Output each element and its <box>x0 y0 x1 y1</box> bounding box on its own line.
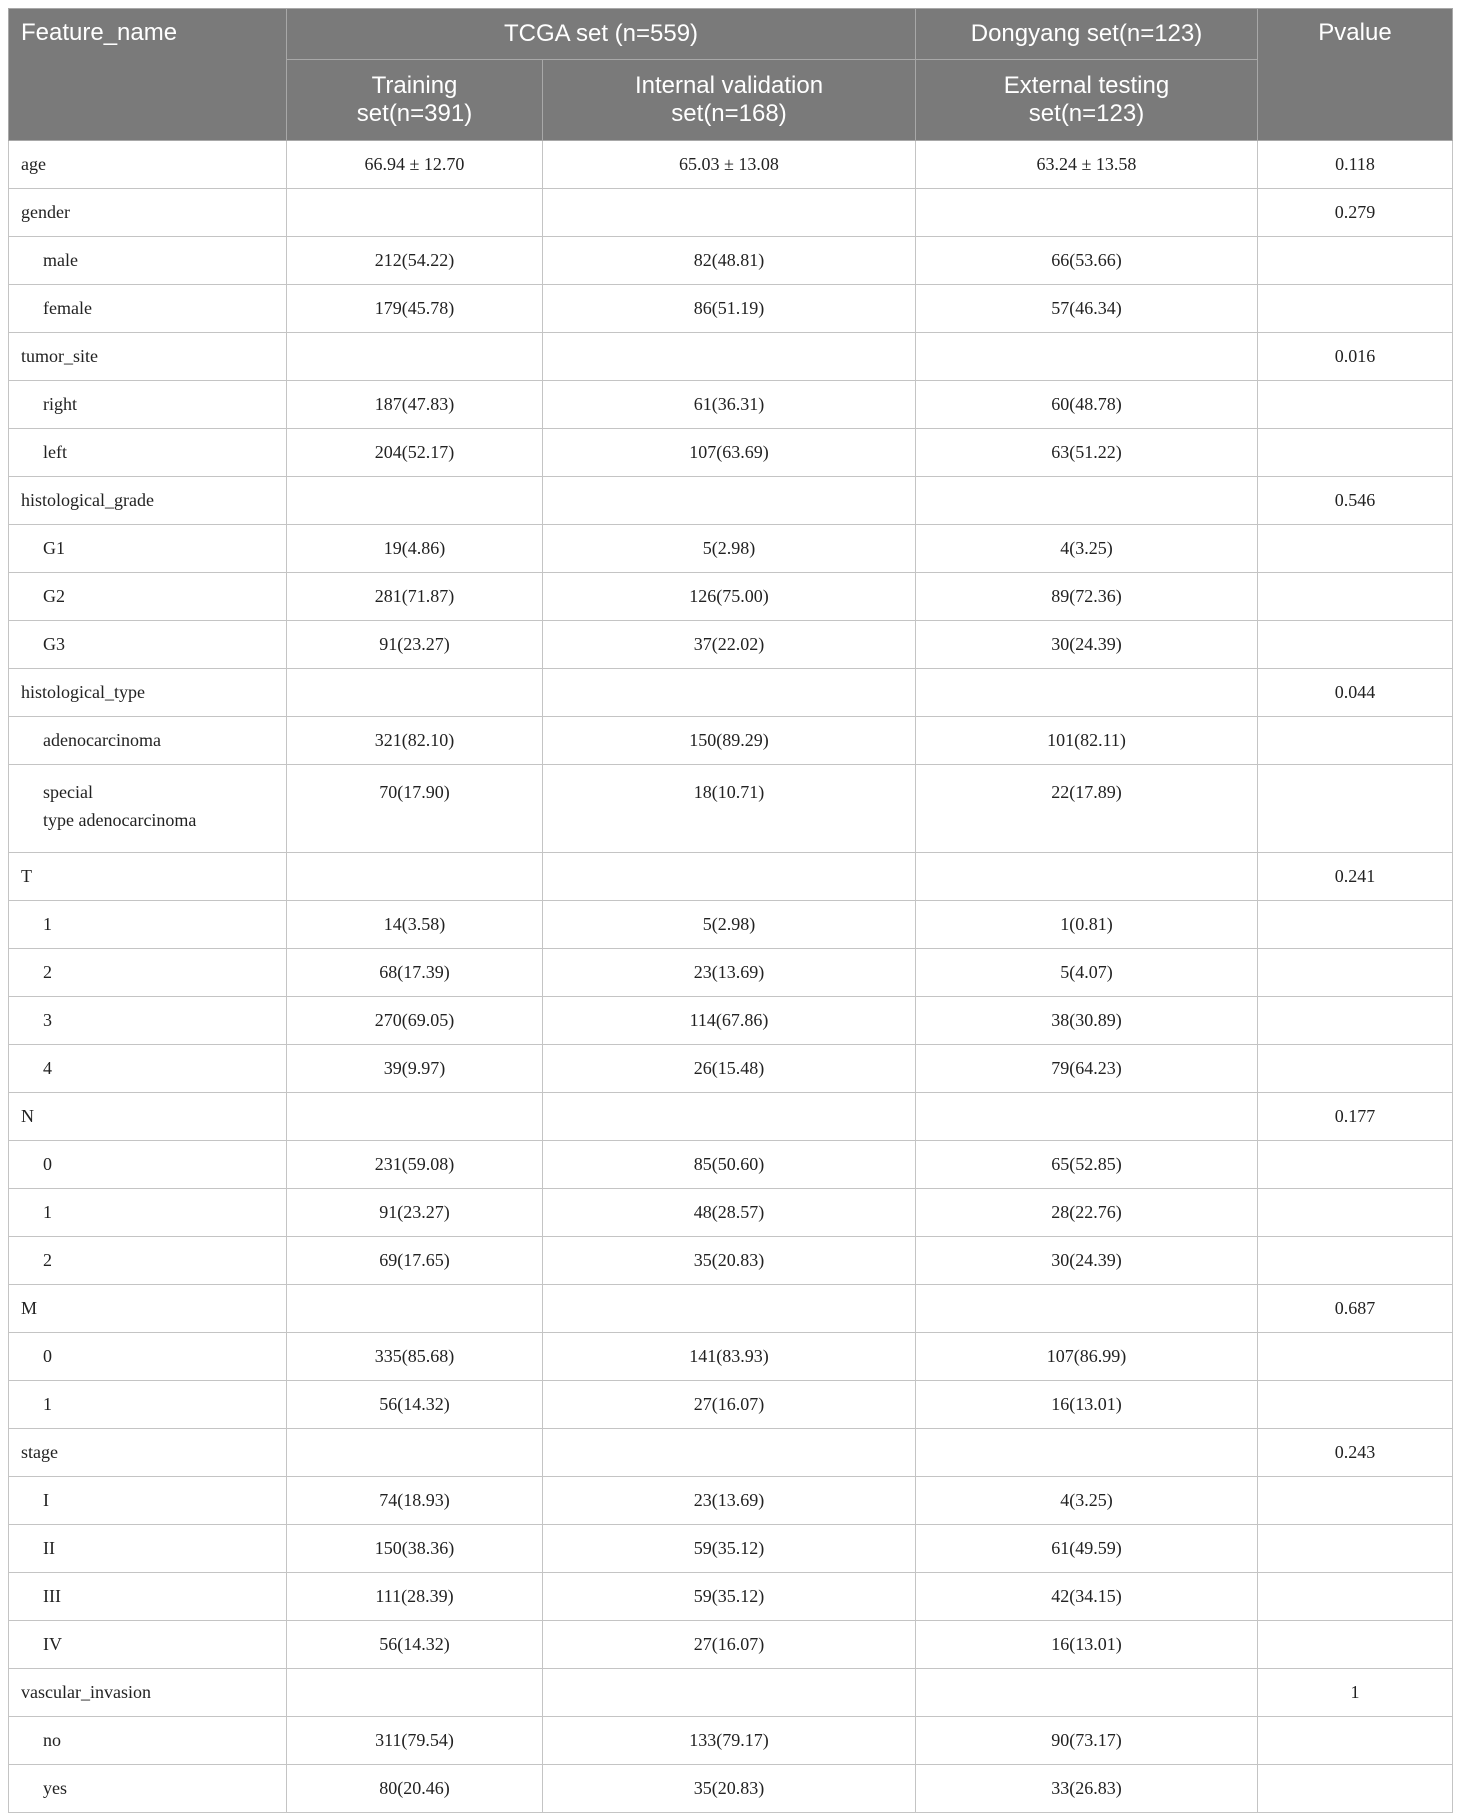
internal-cell: 27(16.07) <box>543 1381 916 1429</box>
table-row <box>9 381 1453 429</box>
external-cell: 22(17.89) <box>916 765 1258 853</box>
external-cell: 57(46.34) <box>916 285 1258 333</box>
training-cell: 204(52.17) <box>287 429 543 477</box>
internal-cell <box>543 1093 916 1141</box>
feature-cell: 1 <box>9 1189 287 1237</box>
external-cell: 28(22.76) <box>916 1189 1258 1237</box>
external-cell <box>916 1429 1258 1477</box>
pvalue-cell: 0.177 <box>1258 1093 1453 1141</box>
table-row <box>9 1141 1453 1189</box>
feature-cell: left <box>9 429 287 477</box>
table-row <box>9 189 1453 237</box>
pvalue-cell <box>1258 1141 1453 1189</box>
external-cell <box>916 669 1258 717</box>
table-row <box>9 1285 1453 1333</box>
external-cell <box>916 1669 1258 1717</box>
table-row <box>9 1381 1453 1429</box>
external-cell: 4(3.25) <box>916 1477 1258 1525</box>
internal-cell <box>543 1429 916 1477</box>
table-row <box>9 429 1453 477</box>
external-cell: 16(13.01) <box>916 1381 1258 1429</box>
internal-cell: 141(83.93) <box>543 1333 916 1381</box>
pvalue-cell: 0.279 <box>1258 189 1453 237</box>
table-row <box>9 853 1453 901</box>
training-cell: 321(82.10) <box>287 717 543 765</box>
header-tcga-set: TCGA set (n=559) <box>287 9 916 60</box>
training-cell <box>287 853 543 901</box>
training-cell <box>287 669 543 717</box>
external-cell: 33(26.83) <box>916 1765 1258 1813</box>
pvalue-cell <box>1258 717 1453 765</box>
pvalue-cell <box>1258 237 1453 285</box>
feature-cell: II <box>9 1525 287 1573</box>
pvalue-cell <box>1258 1573 1453 1621</box>
internal-cell <box>543 1669 916 1717</box>
table-row <box>9 1525 1453 1573</box>
internal-cell: 27(16.07) <box>543 1621 916 1669</box>
feature-cell: histological_type <box>9 669 287 717</box>
external-cell: 1(0.81) <box>916 901 1258 949</box>
internal-cell: 48(28.57) <box>543 1189 916 1237</box>
external-cell: 63.24 ± 13.58 <box>916 141 1258 189</box>
table-row <box>9 1429 1453 1477</box>
training-cell: 212(54.22) <box>287 237 543 285</box>
training-cell: 69(17.65) <box>287 1237 543 1285</box>
external-cell <box>916 1285 1258 1333</box>
pvalue-cell <box>1258 1189 1453 1237</box>
pvalue-cell: 0.044 <box>1258 669 1453 717</box>
training-cell: 91(23.27) <box>287 1189 543 1237</box>
feature-cell: G3 <box>9 621 287 669</box>
training-cell <box>287 189 543 237</box>
external-cell: 61(49.59) <box>916 1525 1258 1573</box>
table-row <box>9 765 1453 853</box>
pvalue-cell <box>1258 381 1453 429</box>
training-cell: 231(59.08) <box>287 1141 543 1189</box>
external-cell: 89(72.36) <box>916 573 1258 621</box>
header-training-set <box>287 60 543 141</box>
training-cell: 281(71.87) <box>287 573 543 621</box>
pvalue-cell <box>1258 1525 1453 1573</box>
table-row <box>9 717 1453 765</box>
pvalue-cell <box>1258 997 1453 1045</box>
table-row <box>9 1765 1453 1813</box>
external-cell: 66(53.66) <box>916 237 1258 285</box>
table-row <box>9 525 1453 573</box>
internal-cell: 5(2.98) <box>543 901 916 949</box>
internal-cell: 23(13.69) <box>543 949 916 997</box>
pvalue-cell: 0.687 <box>1258 1285 1453 1333</box>
training-cell: 91(23.27) <box>287 621 543 669</box>
feature-cell: 3 <box>9 997 287 1045</box>
header-internal-validation-set <box>543 60 916 141</box>
feature-cell: tumor_site <box>9 333 287 381</box>
external-cell: 38(30.89) <box>916 997 1258 1045</box>
internal-cell: 23(13.69) <box>543 1477 916 1525</box>
table-row <box>9 1237 1453 1285</box>
training-cell: 14(3.58) <box>287 901 543 949</box>
internal-cell: 59(35.12) <box>543 1525 916 1573</box>
external-cell <box>916 189 1258 237</box>
internal-cell <box>543 853 916 901</box>
pvalue-cell <box>1258 765 1453 853</box>
pvalue-cell <box>1258 573 1453 621</box>
external-cell <box>916 853 1258 901</box>
training-cell <box>287 1285 543 1333</box>
feature-line2: type adenocarcinoma <box>43 810 197 830</box>
feature-cell: T <box>9 853 287 901</box>
training-cell: 74(18.93) <box>287 1477 543 1525</box>
table-row <box>9 997 1453 1045</box>
internal-cell: 37(22.02) <box>543 621 916 669</box>
feature-cell <box>9 765 287 853</box>
table-row <box>9 333 1453 381</box>
feature-cell: male <box>9 237 287 285</box>
pvalue-cell <box>1258 525 1453 573</box>
table-row <box>9 1045 1453 1093</box>
feature-cell: 4 <box>9 1045 287 1093</box>
table-row <box>9 1333 1453 1381</box>
feature-cell: 1 <box>9 1381 287 1429</box>
external-cell <box>916 1093 1258 1141</box>
internal-cell: 61(36.31) <box>543 381 916 429</box>
training-cell <box>287 1429 543 1477</box>
external-cell: 65(52.85) <box>916 1141 1258 1189</box>
internal-cell: 86(51.19) <box>543 285 916 333</box>
internal-cell <box>543 333 916 381</box>
table-row <box>9 1093 1453 1141</box>
internal-cell: 35(20.83) <box>543 1237 916 1285</box>
external-cell: 90(73.17) <box>916 1717 1258 1765</box>
external-cell: 16(13.01) <box>916 1621 1258 1669</box>
external-cell <box>916 477 1258 525</box>
internal-cell: 82(48.81) <box>543 237 916 285</box>
internal-cell <box>543 1285 916 1333</box>
feature-cell: 0 <box>9 1333 287 1381</box>
table-row <box>9 285 1453 333</box>
header-feature-name: Feature_name <box>9 9 287 141</box>
internal-cell: 59(35.12) <box>543 1573 916 1621</box>
table-row <box>9 1717 1453 1765</box>
feature-cell: right <box>9 381 287 429</box>
feature-cell: yes <box>9 1765 287 1813</box>
pvalue-cell: 1 <box>1258 1669 1453 1717</box>
training-cell: 270(69.05) <box>287 997 543 1045</box>
feature-line1: special <box>43 782 93 802</box>
feature-cell: female <box>9 285 287 333</box>
pvalue-cell <box>1258 285 1453 333</box>
pvalue-cell <box>1258 949 1453 997</box>
training-cell <box>287 1093 543 1141</box>
pvalue-cell <box>1258 1621 1453 1669</box>
header-dongyang-set: Dongyang set(n=123) <box>916 9 1258 60</box>
internal-cell: 65.03 ± 13.08 <box>543 141 916 189</box>
header-internal-line1: Internal validation <box>634 72 824 99</box>
internal-cell: 18(10.71) <box>543 765 916 853</box>
table-row <box>9 1621 1453 1669</box>
external-cell: 30(24.39) <box>916 621 1258 669</box>
table-body <box>9 141 1453 1813</box>
external-cell: 101(82.11) <box>916 717 1258 765</box>
table-row <box>9 237 1453 285</box>
training-cell <box>287 1669 543 1717</box>
internal-cell: 114(67.86) <box>543 997 916 1045</box>
internal-cell: 85(50.60) <box>543 1141 916 1189</box>
training-cell: 70(17.90) <box>287 765 543 853</box>
table-row <box>9 901 1453 949</box>
table-row <box>9 1189 1453 1237</box>
table-header <box>9 9 1453 141</box>
feature-cell: N <box>9 1093 287 1141</box>
feature-cell: M <box>9 1285 287 1333</box>
internal-cell <box>543 189 916 237</box>
training-cell: 56(14.32) <box>287 1381 543 1429</box>
internal-cell: 35(20.83) <box>543 1765 916 1813</box>
table-row <box>9 1573 1453 1621</box>
pvalue-cell: 0.241 <box>1258 853 1453 901</box>
external-cell <box>916 333 1258 381</box>
training-cell: 111(28.39) <box>287 1573 543 1621</box>
feature-cell: 2 <box>9 949 287 997</box>
pvalue-cell <box>1258 1381 1453 1429</box>
feature-cell: I <box>9 1477 287 1525</box>
table-row <box>9 141 1453 189</box>
pvalue-cell: 0.243 <box>1258 1429 1453 1477</box>
pvalue-cell: 0.118 <box>1258 141 1453 189</box>
training-cell: 39(9.97) <box>287 1045 543 1093</box>
training-cell: 187(47.83) <box>287 381 543 429</box>
table-row <box>9 669 1453 717</box>
feature-cell: 0 <box>9 1141 287 1189</box>
pvalue-cell <box>1258 1333 1453 1381</box>
internal-cell <box>543 669 916 717</box>
training-cell: 19(4.86) <box>287 525 543 573</box>
training-cell <box>287 333 543 381</box>
feature-cell: gender <box>9 189 287 237</box>
training-cell: 66.94 ± 12.70 <box>287 141 543 189</box>
external-cell: 79(64.23) <box>916 1045 1258 1093</box>
header-external-line2: set(n=123) <box>1028 100 1145 127</box>
internal-cell <box>543 477 916 525</box>
internal-cell: 5(2.98) <box>543 525 916 573</box>
feature-cell: adenocarcinoma <box>9 717 287 765</box>
table-row <box>9 621 1453 669</box>
feature-cell: no <box>9 1717 287 1765</box>
feature-cell: IV <box>9 1621 287 1669</box>
training-cell <box>287 477 543 525</box>
pvalue-cell <box>1258 621 1453 669</box>
training-cell: 80(20.46) <box>287 1765 543 1813</box>
pvalue-cell: 0.016 <box>1258 333 1453 381</box>
table-row <box>9 1477 1453 1525</box>
external-cell: 107(86.99) <box>916 1333 1258 1381</box>
training-cell: 311(79.54) <box>287 1717 543 1765</box>
header-training-line1: Training <box>371 72 458 99</box>
training-cell: 179(45.78) <box>287 285 543 333</box>
table-row <box>9 477 1453 525</box>
external-cell: 42(34.15) <box>916 1573 1258 1621</box>
pvalue-cell <box>1258 1477 1453 1525</box>
header-pvalue: Pvalue <box>1258 9 1453 141</box>
pvalue-cell: 0.546 <box>1258 477 1453 525</box>
pvalue-cell <box>1258 1237 1453 1285</box>
internal-cell: 107(63.69) <box>543 429 916 477</box>
table-row <box>9 573 1453 621</box>
feature-cell: 2 <box>9 1237 287 1285</box>
feature-cell: G1 <box>9 525 287 573</box>
training-cell: 335(85.68) <box>287 1333 543 1381</box>
header-external-line1: External testing <box>1003 72 1170 99</box>
pvalue-cell <box>1258 1765 1453 1813</box>
table-row <box>9 949 1453 997</box>
table-row <box>9 1669 1453 1717</box>
internal-cell: 150(89.29) <box>543 717 916 765</box>
external-cell: 63(51.22) <box>916 429 1258 477</box>
external-cell: 60(48.78) <box>916 381 1258 429</box>
feature-cell: III <box>9 1573 287 1621</box>
header-internal-line2: set(n=168) <box>671 100 787 127</box>
feature-cell: age <box>9 141 287 189</box>
feature-cell: histological_grade <box>9 477 287 525</box>
pvalue-cell <box>1258 1045 1453 1093</box>
feature-cell: vascular_invasion <box>9 1669 287 1717</box>
internal-cell: 133(79.17) <box>543 1717 916 1765</box>
external-cell: 4(3.25) <box>916 525 1258 573</box>
feature-cell: stage <box>9 1429 287 1477</box>
external-cell: 5(4.07) <box>916 949 1258 997</box>
training-cell: 68(17.39) <box>287 949 543 997</box>
training-cell: 150(38.36) <box>287 1525 543 1573</box>
external-cell: 30(24.39) <box>916 1237 1258 1285</box>
pvalue-cell <box>1258 901 1453 949</box>
feature-cell: G2 <box>9 573 287 621</box>
header-external-testing-set <box>916 60 1258 141</box>
internal-cell: 126(75.00) <box>543 573 916 621</box>
training-cell: 56(14.32) <box>287 1621 543 1669</box>
pvalue-cell <box>1258 1717 1453 1765</box>
header-training-line2: set(n=391) <box>356 100 473 127</box>
internal-cell: 26(15.48) <box>543 1045 916 1093</box>
pvalue-cell <box>1258 429 1453 477</box>
baseline-characteristics-table <box>8 8 1453 1813</box>
feature-cell: 1 <box>9 901 287 949</box>
